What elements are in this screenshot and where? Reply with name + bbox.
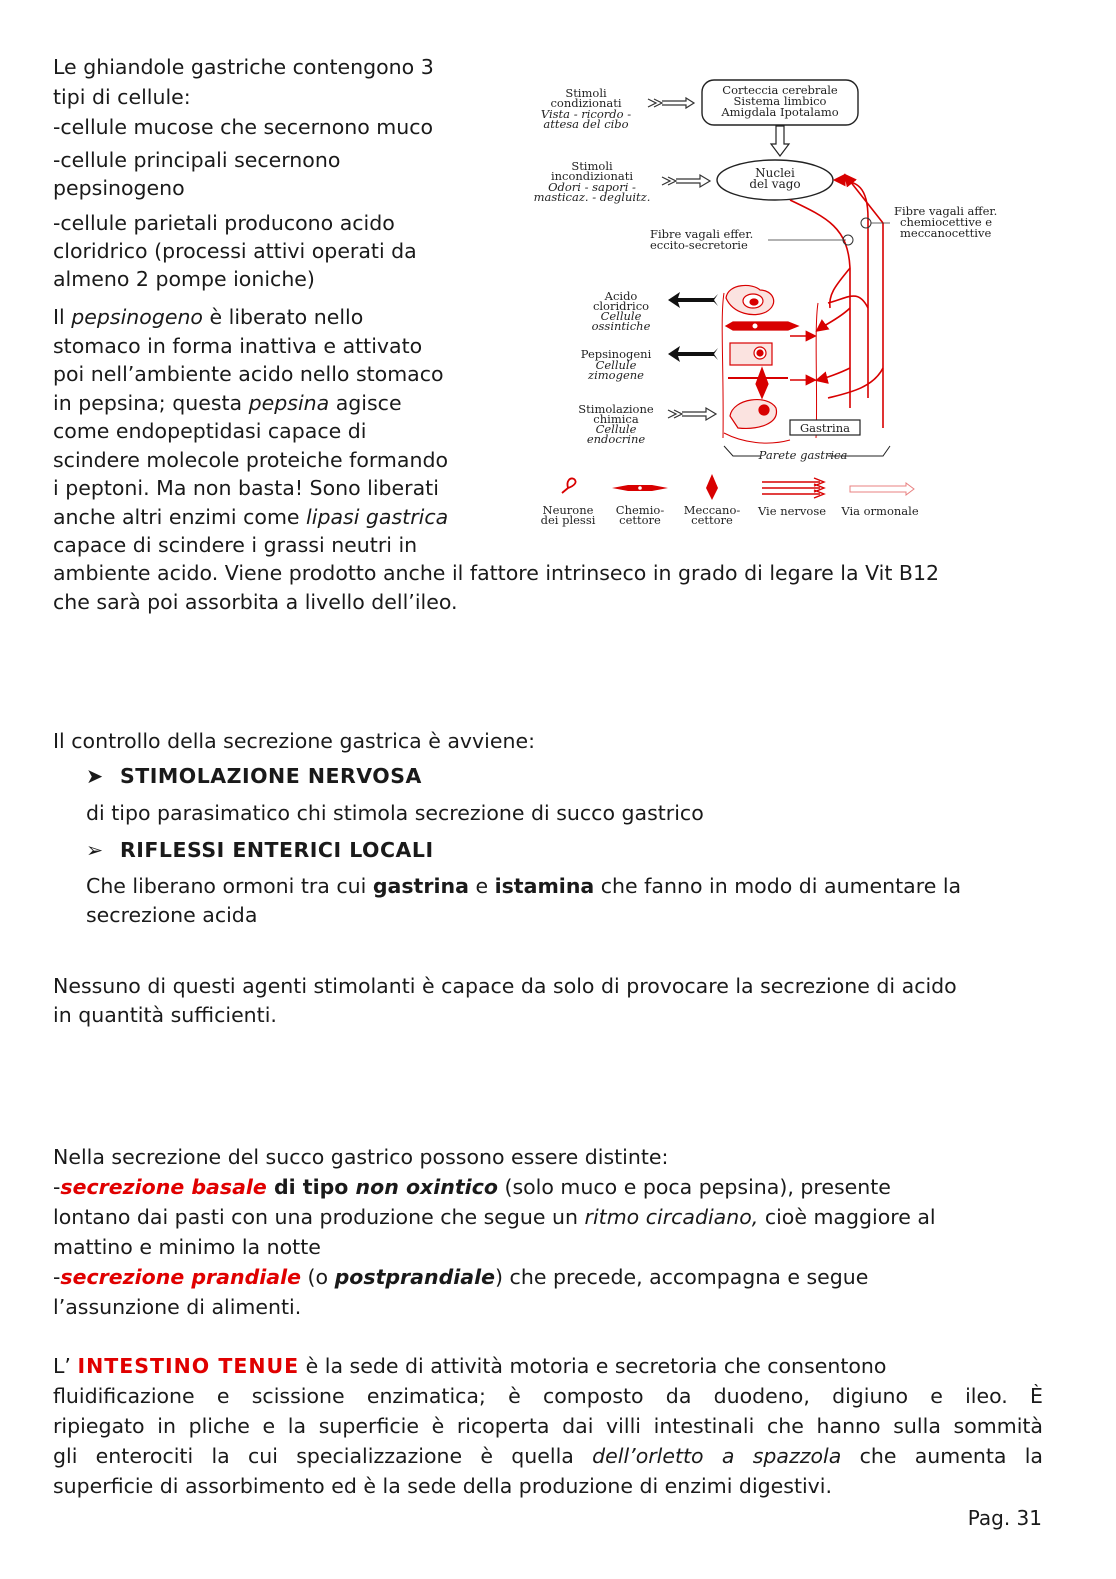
page-number: Pag. 31: [967, 1506, 1042, 1530]
secretion-line: mattino e minimo la notte: [53, 1235, 321, 1259]
intestine-line: ripiegato in pliche e la superficie è ricoperta dai villi intestinali che hanno sulla sommità: [53, 1414, 1043, 1438]
diagram-text: attesa del cibo: [543, 117, 629, 131]
intro-paragraph: [53, 52, 493, 299]
diagram-text: Stimolazione: [578, 402, 654, 416]
intro-line-2: tipi di cellule:: [53, 85, 191, 109]
secretion-intro: Nella secrezione del succo gastrico possono essere distinte:: [53, 1145, 669, 1169]
pepsin-line: poi nell’ambiente acido nello stomaco: [53, 362, 444, 386]
cell-type-parietali-cont: cloridrico (processi attivi operati da: [53, 239, 417, 263]
diagram-text: Neurone: [542, 503, 594, 517]
diagram-text: Cellule: [595, 422, 637, 436]
gastric-wall-cells: [726, 285, 798, 428]
diagram-text: eccito-secretorie: [650, 238, 748, 252]
control-desc-2: Che liberano ormoni tra cui gastrina e istamina che fanno in modo di aumentare la secrezione acida: [86, 872, 1043, 929]
diagram-text: endocrine: [586, 432, 646, 446]
diagram-text: Via ormonale: [841, 504, 919, 518]
stimoli-condizionati-label: [541, 86, 631, 131]
diagram-text: meccanocettive: [900, 226, 992, 240]
secretion-line: lontano dai pasti con una produzione che segue un ritmo circadiano, cioè maggiore al: [53, 1205, 936, 1229]
diagram-text: Odori - sapori -: [548, 180, 636, 194]
pepsin-paragraph: [53, 303, 493, 560]
neurone-icon: [562, 478, 576, 493]
hollow-arrow-icon: [668, 408, 716, 420]
diagram-text: zimogene: [588, 368, 644, 382]
diagram-text: cettore: [619, 513, 661, 527]
pepsin-line: stomaco in forma inattiva e attivato: [53, 333, 423, 358]
diagram-text: Fibre vagali effer.: [650, 227, 754, 241]
diagram-text: Stimoli: [565, 86, 607, 100]
pepsin-line: scindere molecole proteiche formando: [53, 447, 449, 472]
term-lipasi: lipasi gastrica: [306, 504, 449, 529]
term-pepsina: pepsina: [248, 390, 330, 415]
diagram-text: incondizionati: [550, 169, 634, 183]
none-line: in quantità sufficienti.: [53, 1002, 277, 1027]
diagram-text: Chemio-: [615, 503, 665, 517]
secretion-basale-line: -secrezione basale di tipo non oxintico (solo muco e poca pepsina), presente: [53, 1175, 891, 1199]
intestine-paragraph: [53, 1351, 1043, 1501]
cell-type-principali: -cellule principali secernono: [53, 148, 341, 172]
diagram-text: Meccano-: [683, 503, 741, 517]
diagram-text: cettore: [691, 513, 733, 527]
cell-type-parietali: -cellule parietali producono acido: [53, 211, 395, 235]
pepsin-paragraph-wide: [53, 559, 1043, 616]
control-bullet-1: [86, 762, 422, 790]
via-ormonale-icon: [850, 483, 914, 495]
control-bullet-2: [86, 836, 434, 864]
term-orletto-spazzola: dell’orletto a spazzola: [592, 1444, 842, 1468]
down-arrow-icon: [771, 126, 789, 156]
diagram-text: Parete gastrica: [758, 448, 848, 462]
heading-riflessi-enterici: RIFLESSI ENTERICI LOCALI: [120, 838, 434, 862]
term-istamina: istamina: [494, 874, 595, 898]
diagram-text: Cellule: [595, 358, 637, 372]
arrowhead-bullet-icon: ➤: [86, 764, 104, 788]
diagram-legend: [541, 474, 919, 527]
pepsin-line: i peptoni. Ma non basta! Sono liberati: [53, 476, 439, 500]
term-secrezione-basale: secrezione basale: [60, 1175, 267, 1199]
diagram-text: ossintiche: [591, 319, 651, 333]
hollow-arrow-icon: [662, 175, 710, 187]
diagram-text: masticaz. - degluitz.: [533, 190, 651, 204]
cell-type-parietali-cont2: almeno 2 pompe ioniche): [53, 267, 315, 291]
secretion-paragraph: [53, 1142, 1043, 1322]
term-intestino-tenue: INTESTINO TENUE: [77, 1354, 300, 1378]
pepsin-line: anche altri enzimi come lipasi gastrica: [53, 504, 449, 529]
diagram-text: Vista - ricordo -: [540, 107, 632, 121]
diagram-text: del vago: [749, 177, 801, 191]
diagram-text: dei plessi: [540, 513, 596, 527]
intestine-line: fluidificazione e scissione enzimatica; è composto da duodeno, digiuno e ileo. È: [53, 1384, 1043, 1408]
arrowhead-bullet-icon: ➢: [86, 838, 104, 862]
term-postprandiale: postprandiale: [334, 1265, 496, 1289]
term-gastrina: gastrina: [372, 874, 469, 898]
diagram-text: Sistema limbico: [733, 94, 827, 108]
diagram-text: Nuclei: [755, 166, 795, 180]
pepsin-line: capace di scindere i grassi neutri in: [53, 533, 418, 557]
control-desc-2-cont: secrezione acida: [86, 902, 258, 927]
pepsin-line: Il pepsinogeno è liberato nello: [53, 305, 364, 329]
cell-type-principali-cont: pepsinogeno: [53, 176, 185, 200]
heading-stimolazione-nervosa: STIMOLAZIONE NERVOSA: [120, 764, 422, 788]
intestine-line: L’ INTESTINO TENUE è la sede di attività motoria e secretoria che consentono: [53, 1354, 887, 1378]
term-secrezione-prandiale: secrezione prandiale: [60, 1265, 302, 1289]
diagram-text: chimica: [593, 412, 639, 426]
vie-nervose-icon: [762, 478, 824, 498]
pepsin-line: che sarà poi assorbita a livello dell’ileo.: [53, 589, 458, 614]
none-line: Nessuno di questi agenti stimolanti è capace da solo di provocare la secrezione di acido: [53, 974, 957, 998]
none-sufficient-paragraph: [53, 972, 1043, 1029]
diagram-text: cloridrico: [592, 299, 650, 313]
term-ritmo-circadiano: ritmo circadiano,: [584, 1205, 759, 1229]
diagram-text: Vie nervose: [757, 504, 827, 518]
diagram-text: Corteccia cerebrale: [722, 83, 838, 97]
hollow-arrow-icon: [648, 98, 694, 108]
pepsin-line: come endopeptidasi capace di: [53, 419, 367, 443]
diagram-text: chemiocettive e: [900, 215, 993, 229]
diagram-text: Gastrina: [799, 421, 851, 435]
cell-type-mucose: -cellule mucose che secernono muco: [53, 115, 434, 139]
diagram-text: condizionati: [550, 96, 622, 110]
term-non-oxintico: non oxintico: [355, 1175, 498, 1199]
term-pepsinogeno: pepsinogeno: [71, 305, 203, 329]
secretion-line: l’assunzione di alimenti.: [53, 1295, 302, 1319]
secretion-prandiale-line: -secrezione prandiale (o postprandiale) che precede, accompagna e segue: [53, 1265, 869, 1289]
gastric-secretion-diagram: [528, 68, 1038, 548]
intestine-line: superficie di assorbimento ed è la sede della produzione di enzimi digestivi.: [53, 1474, 833, 1498]
secretion-arrows: [668, 292, 718, 362]
diagram-text: Fibre vagali affer.: [894, 204, 998, 218]
control-title: Il controllo della secrezione gastrica è avviene:: [53, 729, 535, 753]
pepsin-line: in pepsina; questa pepsina agisce: [53, 390, 402, 415]
diagram-text: Amigdala Ipotalamo: [721, 105, 839, 119]
pepsin-line: ambiente acido. Viene prodotto anche il fattore intrinseco in grado di legare la Vit B12: [53, 561, 940, 585]
control-desc-1: di tipo parasimatico chi stimola secrezione di succo gastrico: [86, 801, 704, 825]
diagram-text: Stimoli: [571, 159, 613, 173]
intro-line-1: Le ghiandole gastriche contengono 3: [53, 55, 434, 79]
meccanocettore-icon: [706, 474, 718, 500]
efferent-fibres: [790, 200, 850, 408]
diagram-text: Cellule: [600, 309, 642, 323]
afferent-fibres: [828, 176, 883, 428]
diagram-text: Acido: [604, 289, 638, 303]
intestine-line: gli enterociti la cui specializzazione è quella dell’orletto a spazzola che aumenta la: [53, 1444, 1043, 1468]
diagram-text: Pepsinogeni: [580, 347, 652, 361]
